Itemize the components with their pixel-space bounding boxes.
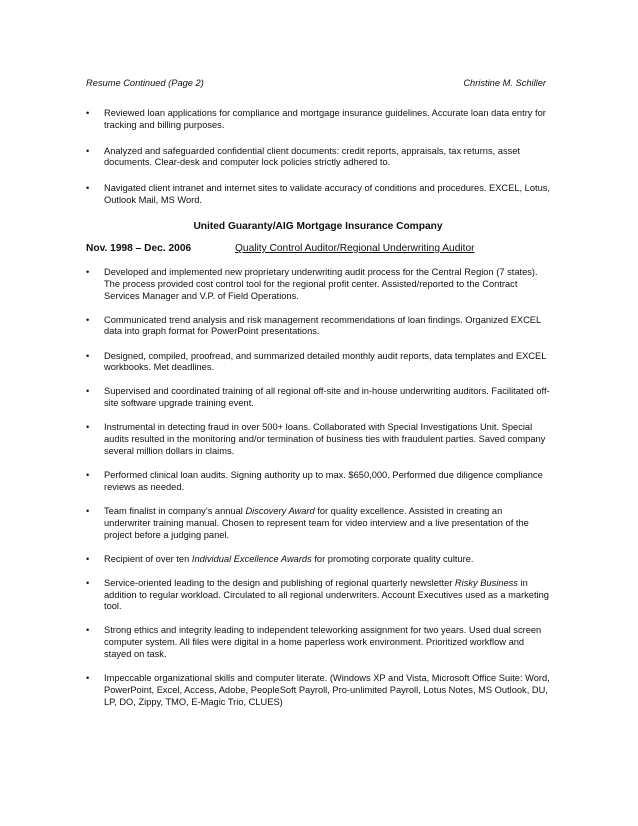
bullet-item xyxy=(86,267,550,302)
bullet-icon: • xyxy=(86,145,90,156)
bullet-text-post: for promoting corporate quality culture. xyxy=(311,553,474,564)
bullet-text: Supervised and coordinated training of all regional off-site and in-house underwriting auditors. Facilitated off-site software upgrade training event. xyxy=(104,386,550,409)
bullet-item xyxy=(86,315,550,339)
bullet-item xyxy=(86,578,550,613)
bullet-icon: • xyxy=(86,386,90,397)
bullet-text: Reviewed loan applications for compliance and mortgage insurance guidelines. Accurate loan data entry for tracking and billing purposes. xyxy=(104,108,546,130)
bullet-item xyxy=(86,146,550,170)
bullet-item xyxy=(86,422,550,457)
bullet-icon: • xyxy=(86,470,90,481)
bullet-text: Developed and implemented new proprietary underwriting audit process for the Central Region (7 states). The process provided cost control tool for the regional profit center. Assisted/reported to the Contract Services Manager and V.P. of Field Operations. xyxy=(104,267,538,301)
bullet-text-post: in addition to regular workload. Circulated to all regional underwriters. Account Executives used as a marketing tool. xyxy=(104,577,549,612)
job-dates: Nov. 1998 – Dec. 2006 xyxy=(86,243,192,254)
bullet-icon: • xyxy=(86,422,90,433)
bullet-item xyxy=(86,506,550,541)
bullet-text: Performed clinical loan audits. Signing authority up to max. $650,000. Performed due diligence compliance reviews as needed. xyxy=(104,470,543,492)
header-name: Christine M. Schiller xyxy=(463,78,546,88)
bullet-item xyxy=(86,351,550,375)
bullet-icon: • xyxy=(86,183,90,194)
job-line xyxy=(86,243,550,254)
bullet-icon: • xyxy=(86,505,90,516)
job-bullets xyxy=(86,267,550,721)
bullet-text-pre: Service-oriented leading to the design and publishing of regional quarterly newsletter xyxy=(104,577,455,588)
bullet-text: Navigated client intranet and internet sites to validate accuracy of conditions and procedures. EXCEL, Lotus, Outlook Mail, MS Word. xyxy=(104,183,550,205)
bullet-icon: • xyxy=(86,314,90,325)
bullet-text-post: for quality excellence. Assisted in creating an underwriter training manual. Chosen to represent team for video interview and a live presentation of the project before a judging panel. xyxy=(104,505,529,540)
bullet-item xyxy=(86,108,550,132)
bullet-text-pre: Recipient of over ten xyxy=(104,553,192,564)
bullet-icon: • xyxy=(86,673,90,684)
bullet-icon: • xyxy=(86,350,90,361)
bullet-item xyxy=(86,470,550,494)
bullet-icon: • xyxy=(86,577,90,588)
bullet-icon: • xyxy=(86,553,90,564)
bullet-icon: • xyxy=(86,625,90,636)
newsletter-name: Risky Business xyxy=(454,577,518,588)
award-name: Discovery Award xyxy=(245,505,315,516)
bullet-text-pre: Team finalist in company’s annual xyxy=(104,505,246,516)
bullet-item xyxy=(86,673,550,708)
bullet-text: Impeccable organizational skills and computer literate. (Windows XP and Vista, Microsoft Office Suite: Word, PowerPoint, Excel, Access, Adobe, PeopleSoft Payroll, Pro-unlimited Payroll, Lotus Notes, MS Outlook, DU, LP, DO, Zippy, TMO, E-Magic Trio, CLUES) xyxy=(104,673,550,707)
header-left: Resume Continued (Page 2) xyxy=(86,78,204,88)
bullet-text: Strong ethics and integrity leading to independent teleworking assignment for two years. Used dual screen computer system. All files were digital in a home paperless work environment. Prioritized workflow and stayed on task. xyxy=(104,625,542,659)
bullet-item xyxy=(86,625,550,660)
previous-job-bullets xyxy=(86,108,550,221)
bullet-icon: • xyxy=(86,267,90,277)
bullet-item xyxy=(86,554,550,566)
bullet-text: Communicated trend analysis and risk management recommendations of loan findings. Organized EXCEL data into graph format for PowerPoint presentations. xyxy=(104,314,541,337)
bullet-item xyxy=(86,386,550,410)
company-heading: United Guaranty/AIG Mortgage Insurance Company xyxy=(193,221,443,232)
bullet-text: Instrumental in detecting fraud in over 500+ loans. Collaborated with Special Investigations Unit. Special audits resulted in the monitoring and/or termination of business ties with fraudulent parties. Saved company several million dollars in claims. xyxy=(104,422,546,456)
page-header xyxy=(86,78,546,88)
bullet-text: Analyzed and safeguarded confidential client documents: credit reports, appraisals, tax returns, asset documents. Clear-desk and computer lock policies strictly adhered to. xyxy=(104,145,521,168)
bullet-item xyxy=(86,183,550,207)
award-name: Individual Excellence Awards xyxy=(191,553,312,564)
bullet-text: Designed, compiled, proofread, and summarized detailed monthly audit reports, data templates and EXCEL workbooks. Met deadlines. xyxy=(104,350,547,373)
job-title: Quality Control Auditor/Regional Underwriting Auditor xyxy=(235,243,475,254)
bullet-icon: • xyxy=(86,108,90,118)
